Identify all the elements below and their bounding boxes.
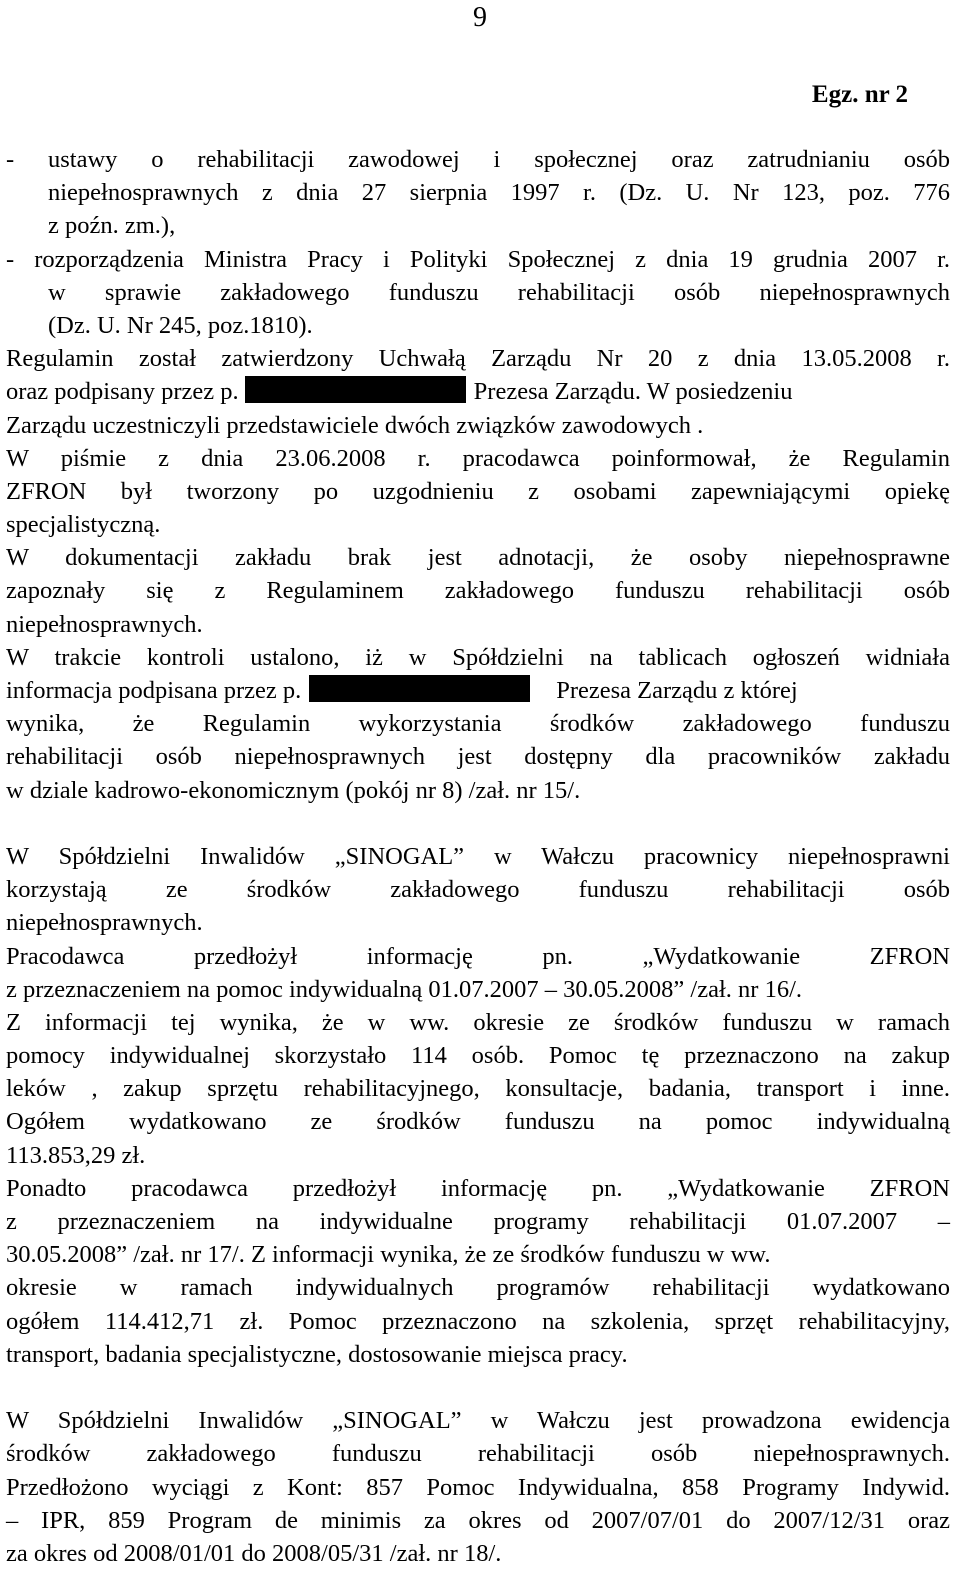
text-line: - rozporządzenia Ministra Pracy i Polityki Społecznej z dnia 19 grudnia 2007 r. — [6, 245, 950, 273]
text-line: za okres od 2008/01/01 do 2008/05/31 /zał. nr 18/. — [6, 1539, 502, 1567]
text-line: rehabilitacji osób niepełnosprawnych jest dostępny dla pracowników zakładu — [6, 743, 950, 771]
text-line: W dokumentacji zakładu brak jest adnotacji, że osoby niepełnosprawne — [6, 544, 950, 572]
text-line: pomocy indywidualnej skorzystało 114 osób. Pomoc tę przeznaczono na zakup — [6, 1042, 950, 1070]
text-line: W Spółdzielni Inwalidów „SINOGAL” w Wałczu pracownicy niepełnosprawni — [6, 842, 950, 870]
text-line: z przeznaczeniem na indywidualne programy rehabilitacji 01.07.2007 – — [6, 1208, 950, 1235]
text-line: zapoznały się z Regulaminem zakładowego funduszu rehabilitacji osób — [6, 577, 950, 605]
text-line: Zarządu uczestniczyli przedstawiciele dwóch związków zawodowych . — [6, 411, 704, 439]
text-fragment: Prezesa Zarządu. W posiedzeniu — [473, 378, 793, 406]
document-body — [6, 143, 950, 1570]
paragraph-gap — [6, 807, 950, 840]
text-line: W trakcie kontroli ustalono, iż w Spółdzielni na tablicach ogłoszeń widniała — [6, 643, 950, 671]
text-line: Przedłożono wyciągi z Kont: 857 Pomoc Indywidualna, 858 Programy Indywid. — [6, 1473, 950, 1501]
text-line: Z informacji tej wynika, że w ww. okresie ze środków funduszu w ramach — [6, 1008, 950, 1036]
text-line: Ogółem wydatkowano ze środków funduszu na pomoc indywidualną — [6, 1108, 950, 1136]
copy-number-label: Egz. nr 2 — [811, 81, 908, 108]
text-line: niepełnosprawnych z dnia 27 sierpnia 1997 r. (Dz. U. Nr 123, poz. 776 — [48, 179, 950, 207]
text-line — [6, 375, 950, 408]
paragraph-gap — [6, 1371, 950, 1404]
text-line: wynika, że Regulamin wykorzystania środków zakładowego funduszu — [6, 710, 950, 738]
text-line: W Spółdzielni Inwalidów „SINOGAL” w Wałczu jest prowadzona ewidencja — [6, 1407, 950, 1435]
text-line: – IPR, 859 Program de minimis za okres od 2007/07/01 do 2007/12/31 oraz — [6, 1506, 950, 1534]
text-line: specjalistyczną. — [6, 511, 161, 539]
text-fragment: Prezesa Zarządu z której — [556, 677, 798, 704]
text-line: środków zakładowego funduszu rehabilitacji osób niepełnosprawnych. — [6, 1440, 950, 1468]
text-line: 113.853,29 zł. — [6, 1141, 146, 1169]
text-line: korzystają ze środków zakładowego funduszu rehabilitacji osób — [6, 876, 950, 904]
redaction-box — [245, 376, 466, 403]
text-line: - ustawy o rehabilitacji zawodowej i społecznej oraz zatrudnianiu osób — [6, 146, 950, 173]
text-line: niepełnosprawnych. — [6, 909, 203, 937]
text-line: w dziale kadrowo-ekonomicznym (pokój nr 8) /zał. nr 15/. — [6, 776, 581, 804]
text-line: W piśmie z dnia 23.06.2008 r. pracodawca poinformował, że Regulamin — [6, 444, 950, 472]
redaction-box — [309, 675, 530, 702]
text-line: 30.05.2008” /zał. nr 17/. Z informacji wynika, że ze środków funduszu w ww. — [6, 1241, 771, 1269]
text-line: niepełnosprawnych. — [6, 610, 203, 638]
text-line: w sprawie zakładowego funduszu rehabilitacji osób niepełnosprawnych — [48, 278, 950, 306]
text-line: Ponadto pracodawca przedłożył informację pn. „Wydatkowanie ZFRON — [6, 1174, 950, 1202]
text-line — [6, 674, 950, 707]
text-line: z przeznaczeniem na pomoc indywidualną 01.07.2007 – 30.05.2008” /zał. nr 16/. — [6, 975, 803, 1003]
text-line: z poźn. zm.), — [48, 212, 176, 240]
text-fragment: oraz podpisany przez p. — [6, 378, 239, 406]
page-number: 9 — [473, 2, 487, 33]
text-fragment: informacja podpisana przez p. — [6, 677, 302, 704]
text-line: Pracodawca przedłożył informację pn. „Wydatkowanie ZFRON — [6, 942, 950, 970]
text-line: okresie w ramach indywidualnych programów rehabilitacji wydatkowano — [6, 1274, 950, 1302]
text-line: Regulamin został zatwierdzony Uchwałą Zarządu Nr 20 z dnia 13.05.2008 r. — [6, 345, 950, 373]
text-line: (Dz. U. Nr 245, poz.1810). — [48, 311, 313, 339]
text-line: transport, badania specjalistyczne, dostosowanie miejsca pracy. — [6, 1340, 628, 1368]
text-line: ogółem 114.412,71 zł. Pomoc przeznaczono na szkolenia, sprzęt rehabilitacyjny, — [6, 1307, 950, 1335]
text-line: ZFRON był tworzony po uzgodnieniu z osobami zapewniającymi opiekę — [6, 477, 950, 505]
text-line: leków , zakup sprzętu rehabilitacyjnego, konsultacje, badania, transport i inne. — [6, 1075, 950, 1103]
